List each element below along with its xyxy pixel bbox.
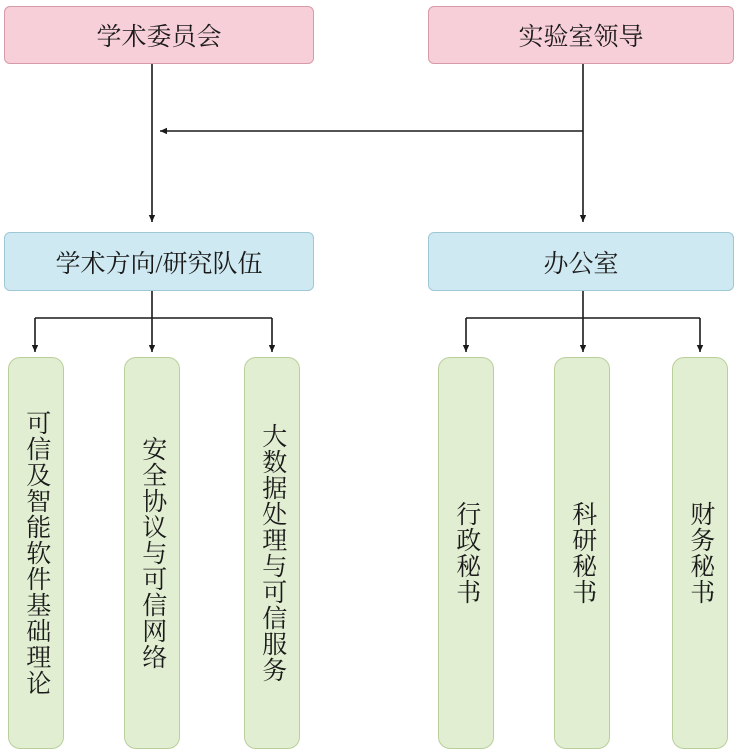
node-security-protocol-network[interactable] [124, 357, 180, 749]
node-label: 安全协议与可信网络 [138, 436, 166, 670]
node-trusted-intelligent-software[interactable] [8, 357, 64, 749]
node-big-data-trusted-service[interactable] [244, 357, 300, 749]
node-label: 可信及智能软件基础理论 [22, 410, 50, 696]
node-lab-leadership[interactable] [428, 6, 734, 64]
node-label: 学术方向/研究队伍 [55, 250, 263, 278]
node-label: 财务秘书 [686, 501, 714, 605]
node-label: 行政秘书 [452, 501, 480, 605]
node-office[interactable] [428, 232, 734, 291]
node-label: 学术委员会 [96, 24, 222, 51]
node-research-secretary[interactable] [554, 357, 610, 749]
node-label: 大数据处理与可信服务 [258, 423, 286, 683]
node-administrative-secretary[interactable] [438, 357, 494, 749]
node-label: 科研秘书 [568, 501, 596, 605]
node-academic-committee[interactable] [4, 6, 314, 64]
node-label: 实验室领导 [518, 24, 644, 51]
node-label: 办公室 [543, 250, 619, 278]
node-finance-secretary[interactable] [672, 357, 728, 749]
node-research-directions[interactable] [4, 232, 314, 291]
